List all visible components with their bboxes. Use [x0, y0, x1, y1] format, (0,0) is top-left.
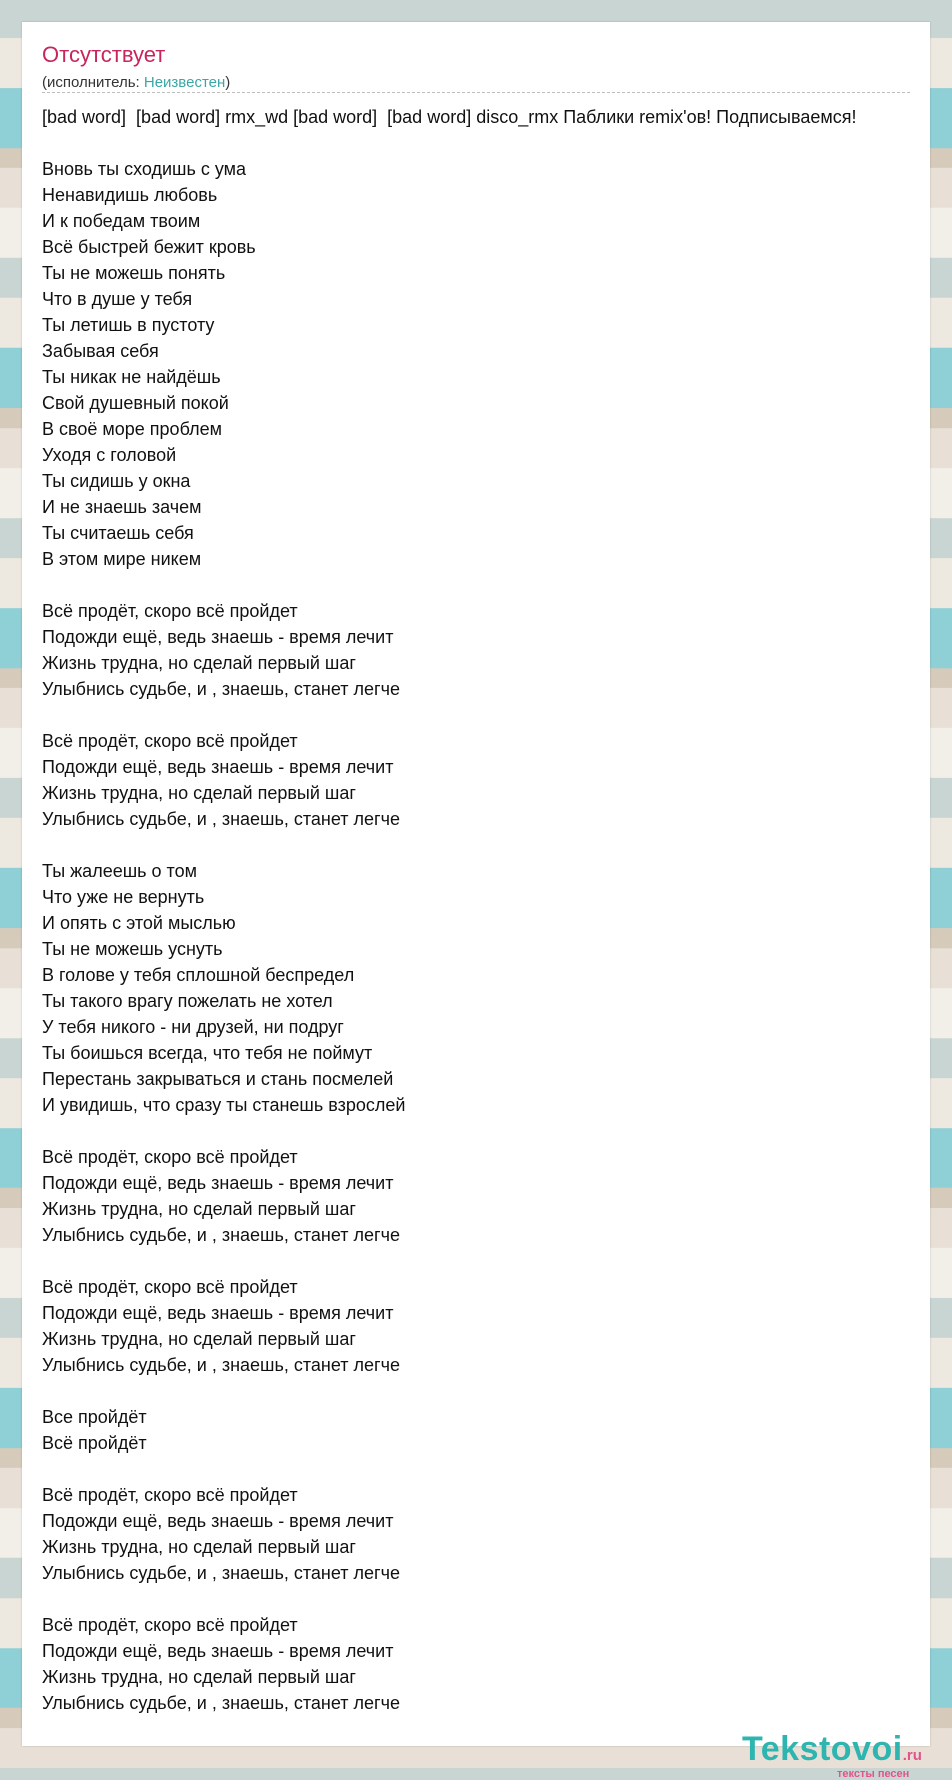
logo-domain: .ru — [902, 1747, 922, 1764]
song-title: Отсутствует — [42, 42, 166, 67]
lyric-line: [bad word] [bad word] rmx_wd [bad word] [bad word] disco_rmx Паблики remix'ов! Подписываемся! — [42, 107, 857, 127]
lyric-line: Всё продёт, скоро всё пройдет — [42, 1147, 298, 1167]
lyric-line: Ты считаешь себя — [42, 523, 194, 543]
artist-link[interactable]: Неизвестен — [143, 74, 226, 91]
lyric-blank-line — [42, 1378, 922, 1404]
lyric-line: Забывая себя — [42, 341, 159, 361]
lyrics-text — [42, 104, 922, 1716]
lyric-line: Вновь ты сходишь с ума — [42, 159, 247, 179]
lyric-line: У тебя никого - ни друзей, ни подруг — [42, 1017, 344, 1037]
lyric-line: В голове у тебя сплошной беспредел — [42, 965, 355, 985]
lyric-line: Ты летишь в пустоту — [42, 315, 215, 335]
lyric-blank-line — [42, 1586, 922, 1612]
lyric-line: Всё продёт, скоро всё пройдет — [42, 1485, 298, 1505]
lyric-line: Жизнь трудна, но сделай первый шаг — [42, 1329, 356, 1349]
lyric-line: Жизнь трудна, но сделай первый шаг — [42, 1537, 356, 1557]
lyric-line: Жизнь трудна, но сделай первый шаг — [42, 783, 356, 803]
lyric-line: Ты не можешь уснуть — [42, 939, 223, 959]
logo-wordmark: Tekstovoi — [742, 1730, 903, 1768]
lyric-line: Улыбнись судьбе, и , знаешь, станет легче — [42, 1225, 400, 1245]
lyric-line: Всё продёт, скоро всё пройдет — [42, 1277, 298, 1297]
lyric-blank-line — [42, 1248, 922, 1274]
lyric-blank-line — [42, 1456, 922, 1482]
lyric-line: Ты жалеешь о том — [42, 861, 197, 881]
lyric-line: И к победам твоим — [42, 211, 201, 231]
lyric-line: Всё продёт, скоро всё пройдет — [42, 1615, 298, 1635]
lyric-line: Свой душевный покой — [42, 393, 229, 413]
header-divider — [42, 92, 910, 93]
lyric-line: Ненавидишь любовь — [42, 185, 218, 205]
lyric-line: Всё продёт, скоро всё пройдет — [42, 601, 298, 621]
lyric-line: Ты никак не найдёшь — [42, 367, 221, 387]
lyric-line: Ты сидишь у окна — [42, 471, 191, 491]
lyric-blank-line — [42, 832, 922, 858]
lyric-line: Ты не можешь понять — [42, 263, 226, 283]
lyric-line: Жизнь трудна, но сделай первый шаг — [42, 1667, 356, 1687]
lyric-line: И опять с этой мыслью — [42, 913, 236, 933]
lyric-line: Всё пройдёт — [42, 1433, 147, 1453]
lyric-line: В своё море проблем — [42, 419, 222, 439]
lyric-line: В этом мире никем — [42, 549, 202, 569]
lyric-line: Что в душе у тебя — [42, 289, 193, 309]
lyrics-card — [22, 22, 930, 1780]
lyric-line: Подожди ещё, ведь знаешь - время лечит — [42, 1641, 394, 1661]
lyric-blank-line — [42, 572, 922, 598]
lyric-line: Все пройдёт — [42, 1407, 147, 1427]
lyric-line: Перестань закрываться и стань посмелей — [42, 1069, 394, 1089]
lyric-line: Всё быстрей бежит кровь — [42, 237, 256, 257]
lyric-line: Улыбнись судьбе, и , знаешь, станет легче — [42, 1693, 400, 1713]
lyric-line: Жизнь трудна, но сделай первый шаг — [42, 653, 356, 673]
site-logo[interactable] — [742, 1730, 942, 1780]
logo-subtitle: тексты песен — [837, 1768, 910, 1780]
lyric-line: Улыбнись судьбе, и , знаешь, станет легче — [42, 679, 400, 699]
lyric-line: Уходя с головой — [42, 445, 177, 465]
lyric-line: Улыбнись судьбе, и , знаешь, станет легче — [42, 809, 400, 829]
artist-prefix: (исполнитель: — [42, 74, 144, 91]
lyric-line: Всё продёт, скоро всё пройдет — [42, 731, 298, 751]
lyric-line: Подожди ещё, ведь знаешь - время лечит — [42, 1173, 394, 1193]
lyric-line: Улыбнись судьбе, и , знаешь, станет легче — [42, 1563, 400, 1583]
lyric-line: Подожди ещё, ведь знаешь - время лечит — [42, 757, 394, 777]
lyric-line: Ты боишься всегда, что тебя не поймут — [42, 1043, 373, 1063]
lyric-blank-line — [42, 702, 922, 728]
lyric-line: Ты такого врагу пожелать не хотел — [42, 991, 333, 1011]
artist-suffix: ) — [225, 74, 231, 91]
lyric-line: Подожди ещё, ведь знаешь - время лечит — [42, 627, 394, 647]
lyric-blank-line — [42, 1118, 922, 1144]
lyric-line: И увидишь, что сразу ты станешь взрослей — [42, 1095, 406, 1115]
artist-line — [42, 74, 230, 91]
lyric-line: И не знаешь зачем — [42, 497, 202, 517]
lyric-line: Подожди ещё, ведь знаешь - время лечит — [42, 1511, 394, 1531]
lyric-line: Что уже не вернуть — [42, 887, 205, 907]
lyric-line: Улыбнись судьбе, и , знаешь, станет легче — [42, 1355, 400, 1375]
lyric-blank-line — [42, 130, 922, 156]
lyric-line: Жизнь трудна, но сделай первый шаг — [42, 1199, 356, 1219]
lyric-line: Подожди ещё, ведь знаешь - время лечит — [42, 1303, 394, 1323]
